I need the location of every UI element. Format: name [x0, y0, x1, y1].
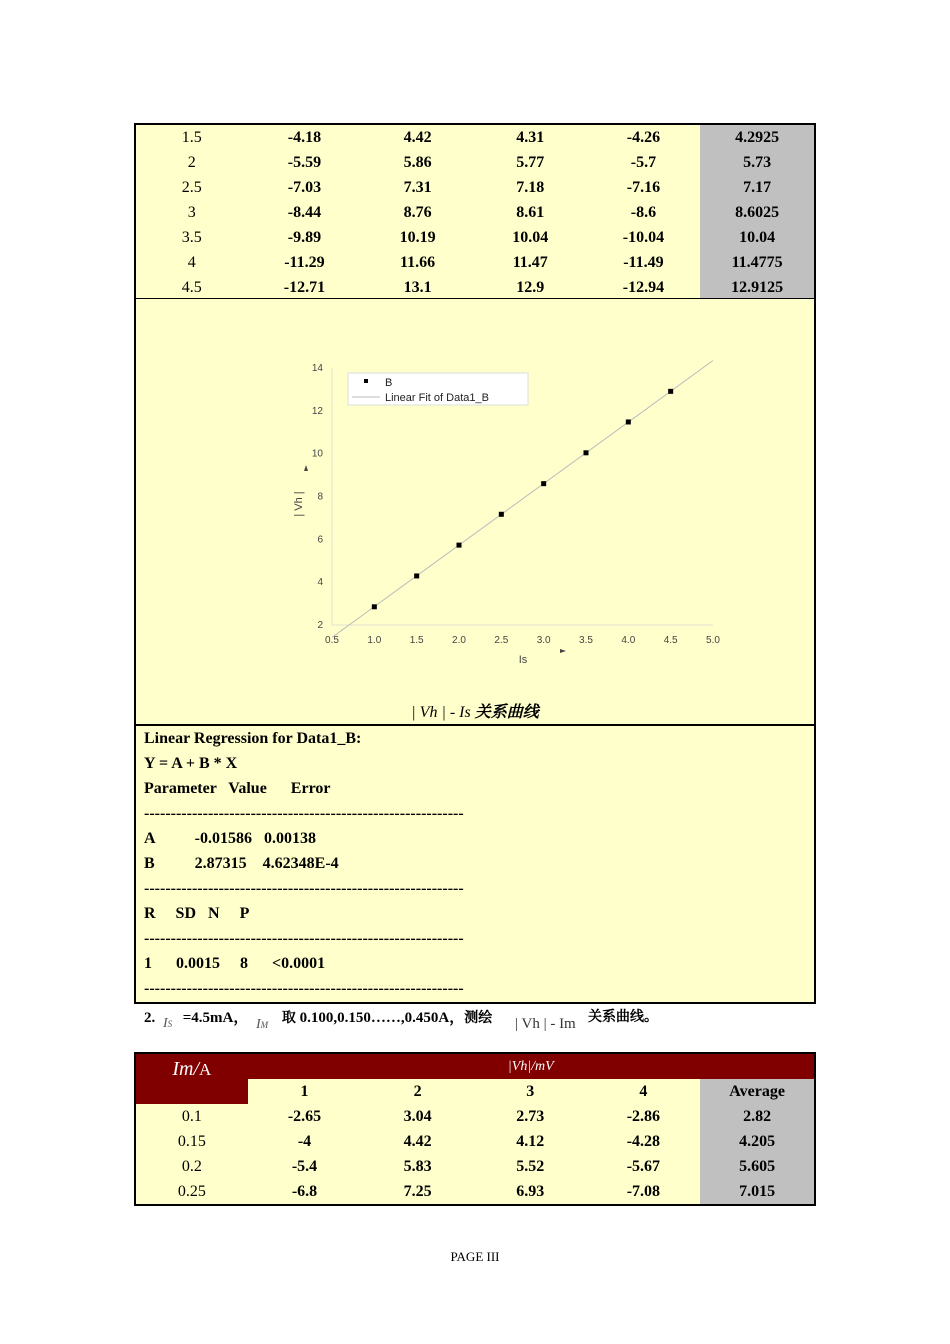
is-cell: 3.5 [181, 228, 202, 246]
average-cell: 4.2925 [700, 124, 815, 150]
vh-cell: 5.86 [403, 153, 432, 171]
y-tick-label: 14 [311, 363, 323, 374]
chart-panel [134, 298, 816, 727]
x-axis-arrow [560, 649, 566, 653]
y-tick-label: 10 [311, 448, 323, 460]
legend-marker-b [364, 379, 368, 383]
im-cell: 0.15 [177, 1132, 206, 1150]
average-cell: 5.73 [700, 150, 815, 175]
vh-cell: -8.6 [630, 203, 657, 221]
caption-cjk: 关系曲线 [474, 702, 539, 721]
table-row [135, 1104, 815, 1129]
instruction-take: 取 [281, 1010, 296, 1026]
vh-cell: -5.7 [630, 153, 657, 171]
x-tick-label: 3.0 [536, 635, 551, 646]
vh-cell: -7.03 [287, 178, 322, 196]
vh-cell: 7.25 [403, 1182, 432, 1200]
vh-cell: 8.61 [516, 203, 545, 221]
vh-cell: 8.76 [403, 203, 432, 221]
regression-row-a: A -0.01586 0.00138 [144, 830, 316, 847]
vh-cell: 13.1 [403, 278, 432, 296]
x-tick-label: 1.0 [367, 635, 382, 646]
vh-cell: 7.18 [516, 178, 545, 196]
im-cell: 0.1 [181, 1107, 202, 1125]
column-header: 2 [413, 1082, 422, 1100]
legend-label-b: B [385, 377, 393, 389]
regression-param-header: Parameter Value Error [144, 780, 331, 797]
table-row [135, 150, 815, 175]
vh-cell: -4.26 [626, 128, 661, 146]
vh-cell: 4.42 [403, 1132, 432, 1150]
vh-cell: 3.04 [403, 1107, 432, 1125]
vh-cell: 5.52 [516, 1157, 545, 1175]
data-point [668, 389, 673, 394]
average-cell: 12.9125 [700, 275, 815, 301]
vh-cell: -4.18 [287, 128, 322, 146]
column-header: Average [700, 1079, 815, 1104]
is-cell: 4 [187, 253, 196, 271]
is-cell: 3 [187, 203, 196, 221]
vh-cell: -4 [297, 1132, 312, 1150]
regression-divider: ------------------------------------------------------------ [144, 805, 464, 822]
column-header: 1 [300, 1082, 309, 1100]
im-symbol: IM [256, 1017, 269, 1032]
data-point [457, 543, 462, 548]
vh-cell: -5.59 [287, 153, 322, 171]
average-cell: 4.205 [700, 1129, 815, 1154]
vh-cell: 12.9 [516, 278, 545, 296]
vh-cell: -9.89 [287, 228, 322, 246]
table-row [135, 250, 815, 275]
vh-cell: -11.29 [284, 253, 325, 271]
vh-cell: -7.16 [626, 178, 661, 196]
vh-cell: 5.77 [516, 153, 545, 171]
regression-divider: ------------------------------------------------------------ [144, 930, 464, 947]
data-point [372, 604, 377, 609]
regression-stats-values: 1 0.0015 8 <0.0001 [144, 955, 326, 972]
table-row [135, 175, 815, 200]
x-tick-label: 1.5 [409, 635, 424, 646]
vh-cell: 10.04 [512, 228, 549, 246]
x-tick-label: 2.5 [494, 635, 509, 646]
data-point [626, 419, 631, 424]
vh-cell: 2.73 [516, 1107, 545, 1125]
x-tick-label: 4.0 [621, 635, 636, 646]
vh-cell: -7.08 [626, 1182, 661, 1200]
im-cell: 0.25 [177, 1182, 206, 1200]
regression-divider: ------------------------------------------------------------ [144, 980, 464, 997]
vh-cell: 4.31 [516, 128, 545, 146]
is-cell: 1.5 [181, 128, 202, 146]
vh-cell: 4.12 [516, 1132, 545, 1150]
vh-cell: -4.28 [626, 1132, 661, 1150]
regression-divider: ------------------------------------------------------------ [144, 880, 464, 897]
regression-stats-header: R SD N P [144, 905, 250, 922]
vh-is-data-table [134, 123, 816, 302]
vh-cell: 5.83 [403, 1157, 432, 1175]
vh-cell: -12.71 [283, 278, 326, 296]
vh-cell: 11.47 [512, 253, 548, 271]
vh-cell: -5.67 [626, 1157, 661, 1175]
average-cell: 11.4775 [700, 250, 815, 275]
is-cell: 2.5 [181, 178, 202, 196]
instruction-curve: 关系曲线。 [588, 1009, 658, 1025]
chart-caption [136, 699, 814, 722]
vh-cell: -5.4 [291, 1157, 318, 1175]
vh-cell: -10.04 [622, 228, 665, 246]
y-axis-label: | Vh | [293, 491, 305, 517]
y-tick-label: 8 [317, 491, 323, 503]
vh-cell: -6.8 [291, 1182, 318, 1200]
column-header: 3 [526, 1082, 535, 1100]
vh-cell: 11.66 [400, 253, 436, 271]
instruction-measure: 测绘 [464, 1010, 493, 1026]
table-row [135, 200, 815, 225]
im-cell: 0.2 [181, 1157, 202, 1175]
y-tick-label: 2 [317, 620, 323, 631]
table-row [135, 225, 815, 250]
table-row [135, 1154, 815, 1179]
regression-equation: Y = A + B * X [144, 755, 238, 772]
is-cell: 4.5 [181, 278, 202, 296]
average-cell: 7.17 [700, 175, 815, 200]
page-footer: PAGE III [450, 1249, 500, 1264]
x-axis-label: Is [518, 654, 528, 666]
vh-header: |Vh|/mV [248, 1053, 815, 1079]
regression-row-b: B 2.87315 4.62348E-4 [144, 855, 339, 872]
vh-cell: 6.93 [516, 1182, 545, 1200]
regression-title: Linear Regression for Data1_B: [144, 730, 362, 747]
vh-cell: -12.94 [622, 278, 665, 296]
is-symbol: IS [163, 1016, 173, 1031]
instruction-is-value: =4.5mA， [182, 1010, 249, 1026]
im-header: Im/A [135, 1053, 248, 1104]
vh-cell: -8.44 [287, 203, 322, 221]
instruction-formula: | Vh | - Im [515, 1016, 576, 1032]
y-axis-arrow [304, 465, 308, 471]
data-point [584, 450, 589, 455]
table-row [135, 1129, 815, 1154]
data-point [414, 573, 419, 578]
vh-cell: -11.49 [623, 253, 664, 271]
instruction-range: 0.100,0.150……,0.450A， [295, 1010, 465, 1026]
table-row [135, 1179, 815, 1205]
x-tick-label: 3.5 [579, 635, 593, 646]
vh-cell: 4.42 [403, 128, 432, 146]
x-tick-label: 2.0 [452, 635, 466, 646]
data-point [499, 512, 504, 517]
instruction-number: 2. [144, 1010, 156, 1026]
vh-cell: -2.86 [626, 1107, 661, 1125]
instruction-line [144, 1006, 492, 1027]
caption-formula: | Vh | - Is [411, 704, 475, 721]
x-tick-label: 5.0 [706, 635, 720, 646]
average-cell: 7.015 [700, 1179, 815, 1205]
average-cell: 2.82 [700, 1104, 815, 1129]
y-tick-label: 12 [311, 405, 323, 417]
average-cell: 8.6025 [700, 200, 815, 225]
column-header: 4 [639, 1082, 648, 1100]
regression-panel [134, 724, 816, 1004]
y-tick-label: 6 [317, 534, 323, 546]
is-cell: 2 [187, 153, 196, 171]
vh-is-chart [136, 299, 814, 699]
vh-im-data-table [134, 1052, 816, 1206]
vh-cell: 7.31 [403, 178, 432, 196]
y-tick-label: 4 [317, 577, 323, 589]
x-tick-label: 0.5 [325, 635, 339, 646]
average-cell: 5.605 [700, 1154, 815, 1179]
x-tick-label: 4.5 [663, 635, 678, 646]
legend-label-fit: Linear Fit of Data1_B [385, 392, 489, 404]
data-point [541, 481, 546, 486]
average-cell: 10.04 [700, 225, 815, 250]
table-row [135, 124, 815, 150]
vh-cell: 10.19 [399, 228, 436, 246]
vh-cell: -2.65 [287, 1107, 322, 1125]
